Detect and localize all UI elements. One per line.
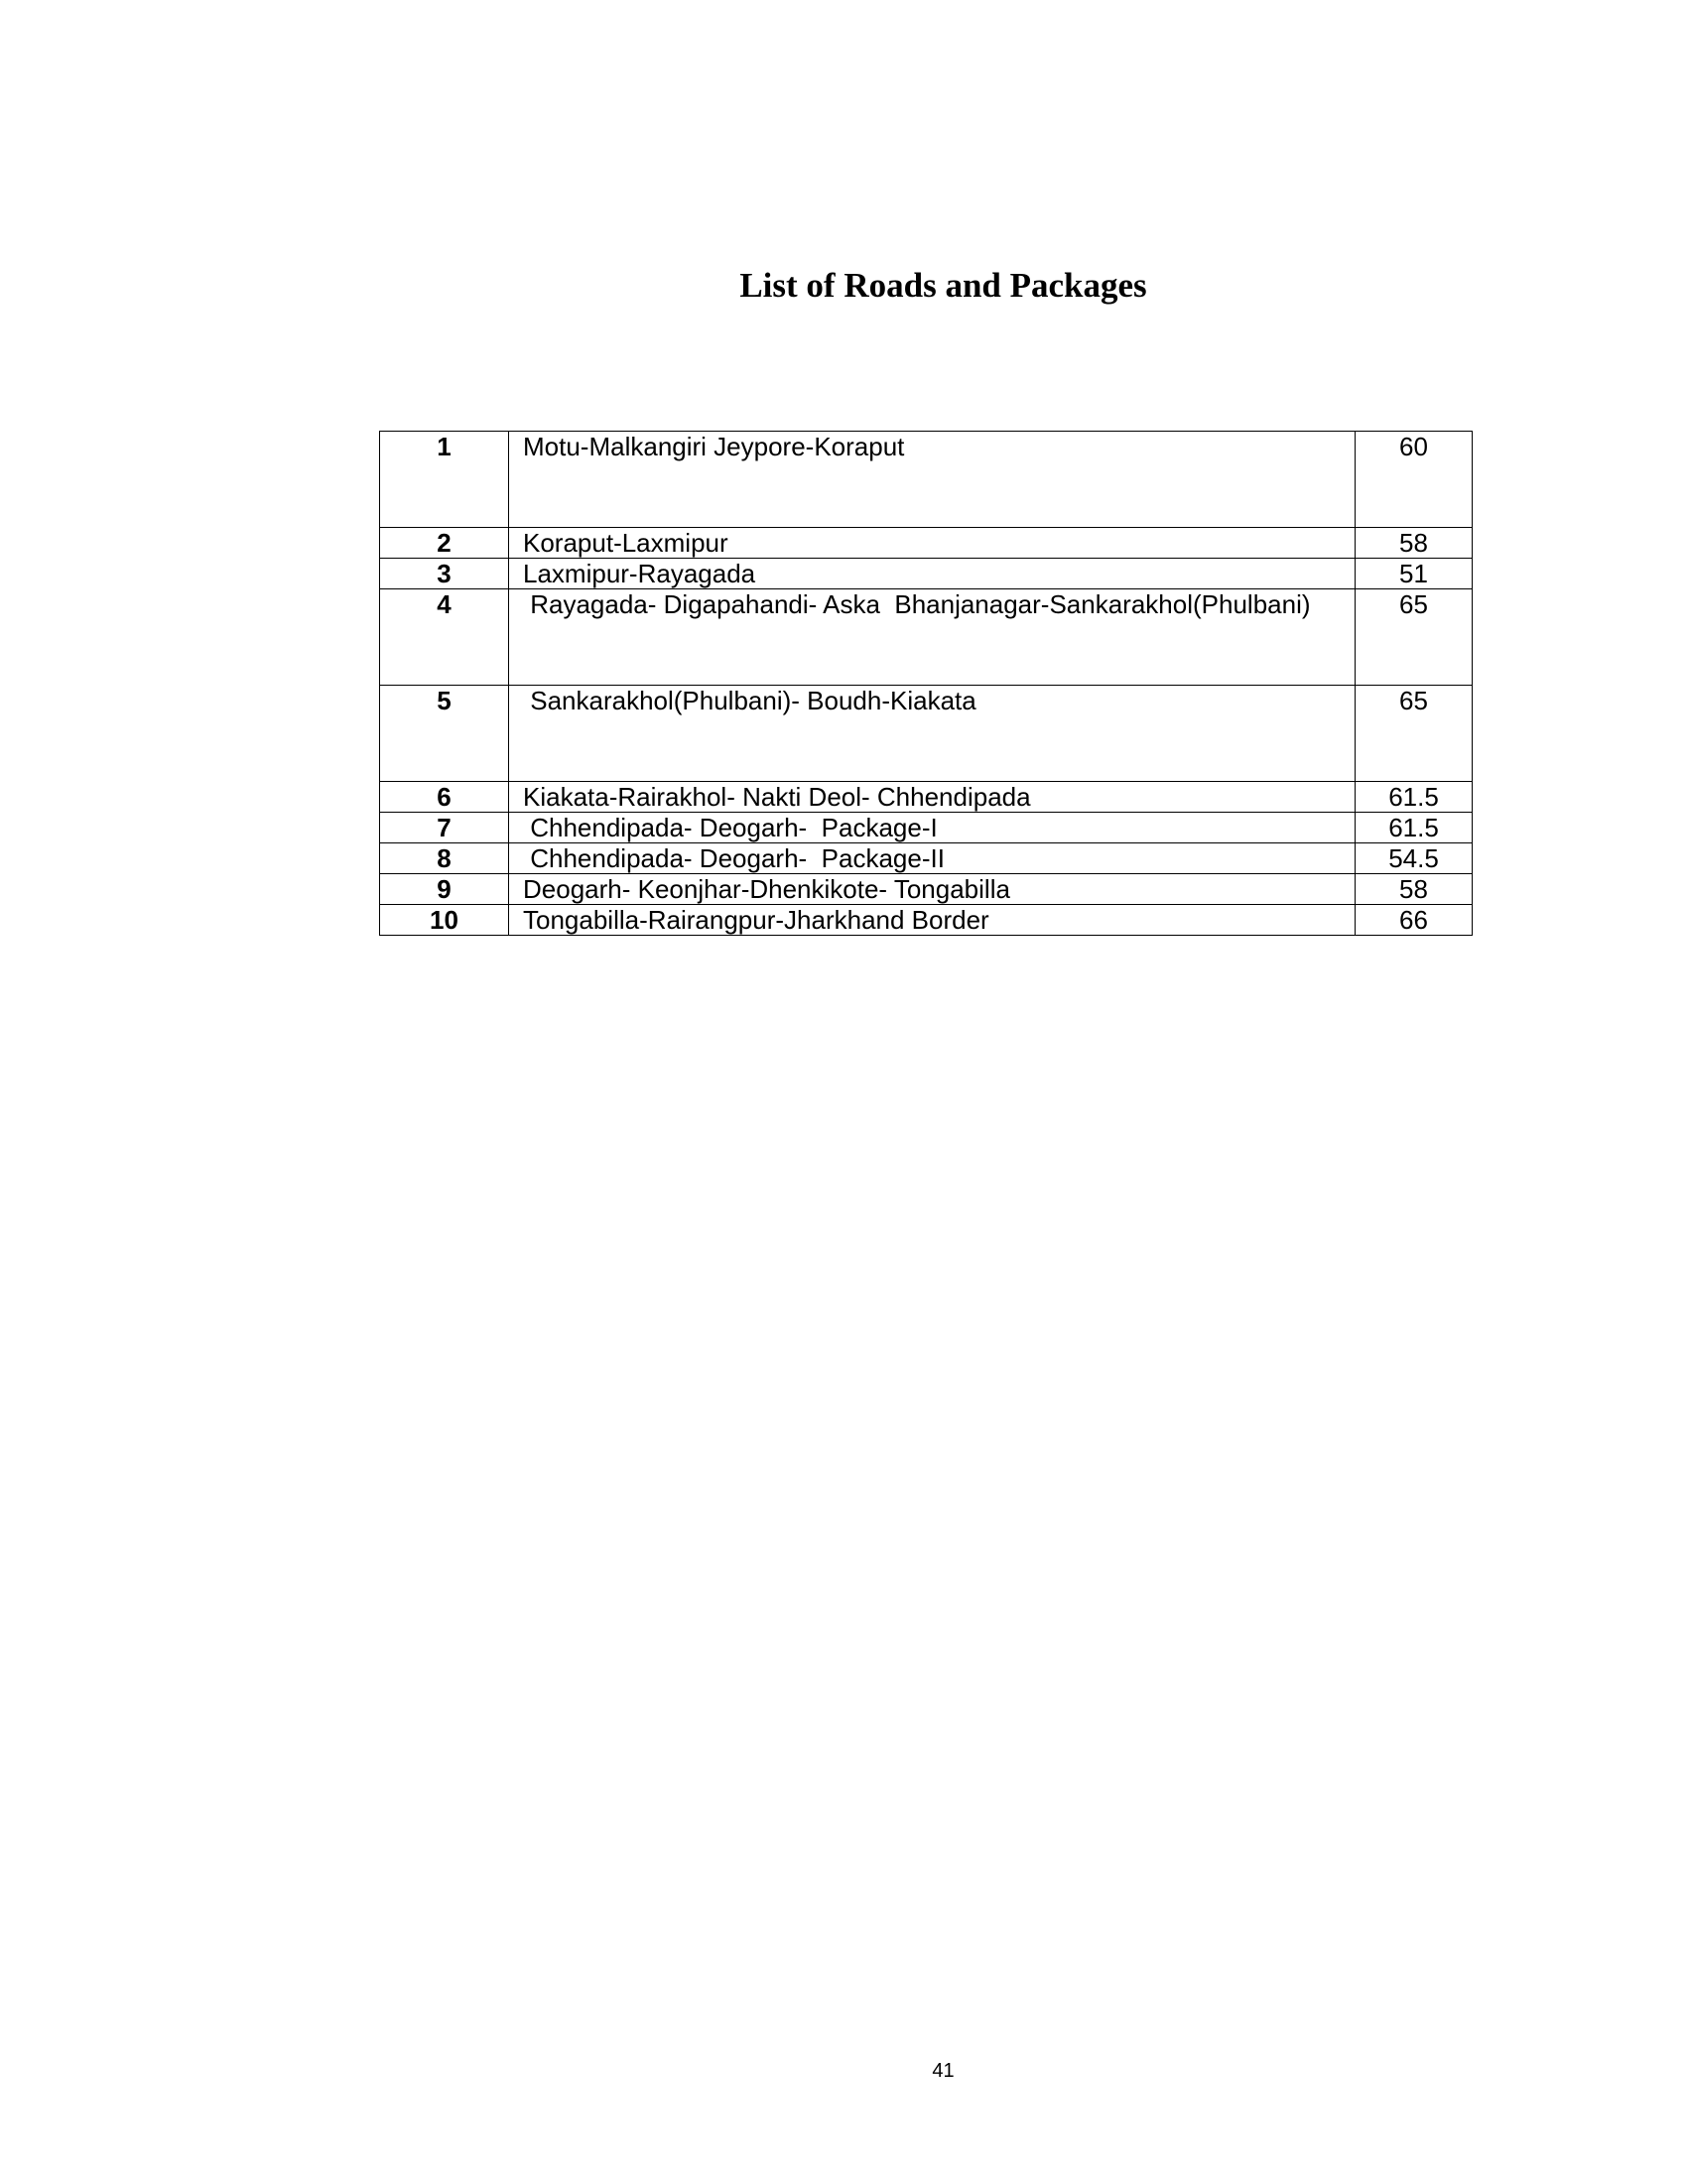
road-length: 54.5: [1356, 843, 1473, 874]
road-number: 3: [380, 559, 509, 589]
road-number: 9: [380, 874, 509, 905]
road-name: Deogarh- Keonjhar-Dhenkikote- Tongabilla: [509, 874, 1356, 905]
table-row: [380, 782, 1473, 813]
road-number: 7: [380, 813, 509, 843]
road-length: 65: [1356, 589, 1473, 686]
table-row: [380, 686, 1473, 782]
road-length: 65: [1356, 686, 1473, 782]
road-number: 1: [380, 432, 509, 528]
road-number: 4: [380, 589, 509, 686]
road-name: Motu-Malkangiri Jeypore-Koraput: [509, 432, 1356, 528]
road-name: Chhendipada- Deogarh- Package-II: [509, 843, 1356, 874]
table-row: [380, 432, 1473, 528]
road-length: 61.5: [1356, 813, 1473, 843]
road-number: 2: [380, 528, 509, 559]
table-row: [380, 905, 1473, 936]
table-row: [380, 874, 1473, 905]
road-name: Koraput-Laxmipur: [509, 528, 1356, 559]
table-row: [380, 843, 1473, 874]
road-length: 58: [1356, 874, 1473, 905]
table-row: [380, 589, 1473, 686]
road-name: Kiakata-Rairakhol- Nakti Deol- Chhendipada: [509, 782, 1356, 813]
page-title: List of Roads and Packages: [739, 266, 1147, 305]
road-number: 5: [380, 686, 509, 782]
table-row: [380, 813, 1473, 843]
road-length: 61.5: [1356, 782, 1473, 813]
road-name: Tongabilla-Rairangpur-Jharkhand Border: [509, 905, 1356, 936]
page-number: 41: [932, 2060, 955, 2082]
road-name: Chhendipada- Deogarh- Package-I: [509, 813, 1356, 843]
road-length: 60: [1356, 432, 1473, 528]
road-length: 58: [1356, 528, 1473, 559]
road-length: 66: [1356, 905, 1473, 936]
road-name: Rayagada- Digapahandi- Aska Bhanjanagar-Sankarakhol(Phulbani): [509, 589, 1356, 686]
table-row: [380, 559, 1473, 589]
road-name: Laxmipur-Rayagada: [509, 559, 1356, 589]
roads-table: [379, 431, 1473, 936]
road-number: 8: [380, 843, 509, 874]
road-number: 10: [380, 905, 509, 936]
table-row: [380, 528, 1473, 559]
road-name: Sankarakhol(Phulbani)- Boudh-Kiakata: [509, 686, 1356, 782]
road-length: 51: [1356, 559, 1473, 589]
road-number: 6: [380, 782, 509, 813]
